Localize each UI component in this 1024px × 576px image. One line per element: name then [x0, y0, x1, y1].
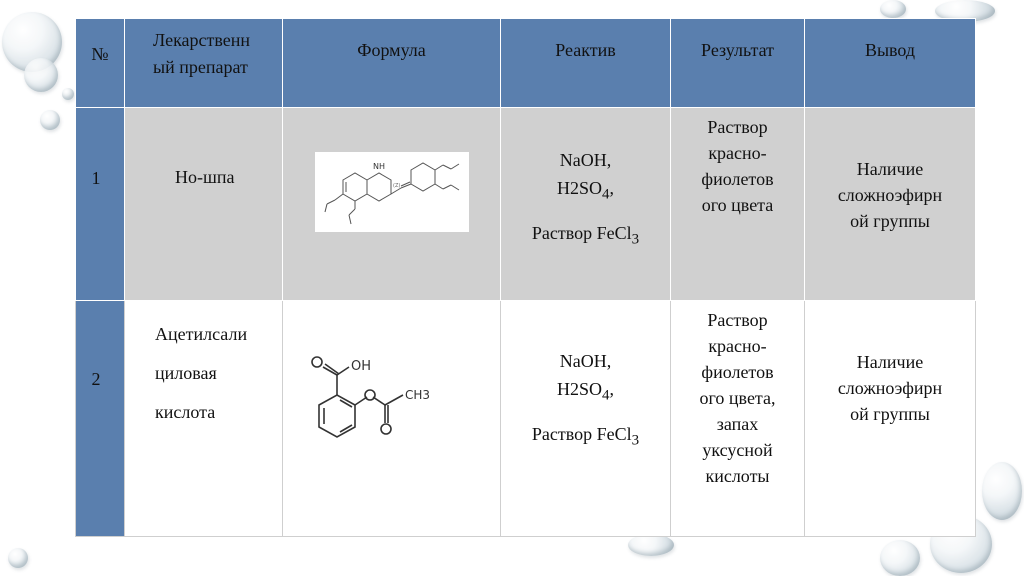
header-number: №: [76, 19, 125, 108]
oxygen-atom-icon: [312, 357, 322, 367]
header-drug: Лекарственн ый препарат: [125, 19, 283, 108]
water-drop-decoration: [880, 0, 906, 18]
header-formula: Формула: [283, 19, 501, 108]
conclusion-cell: Наличие сложноэфирн ой группы: [805, 108, 976, 301]
table-row: [76, 301, 976, 537]
result-cell: Раствор красно- фиолетов ого цвета, запах уксусной кислоты: [671, 301, 805, 537]
water-drop-decoration: [40, 110, 60, 130]
drug-name: Ацетилсали циловая кислота: [125, 301, 283, 537]
drug-name: Но-шпа: [125, 108, 283, 301]
water-drop-decoration: [628, 534, 674, 556]
drug-analysis-table: [75, 18, 976, 537]
header-reagent: Реактив: [501, 19, 671, 108]
drotaverine-structure-image: [315, 152, 469, 232]
water-drop-decoration: [8, 548, 28, 568]
row-number: 2: [76, 301, 125, 537]
formula-cell: [283, 301, 501, 537]
svg-text:CH3: CH3: [405, 388, 431, 402]
result-cell: Раствор красно- фиолетов ого цвета: [671, 108, 805, 301]
water-drop-decoration: [24, 58, 58, 92]
svg-text:NH: NH: [372, 162, 385, 171]
svg-text:OH: OH: [351, 359, 372, 374]
aspirin-structure-image: [293, 347, 443, 457]
water-drop-decoration: [62, 88, 74, 100]
row-number: 1: [76, 108, 125, 301]
header-result: Результат: [671, 19, 805, 108]
conclusion-cell: Наличие сложноэфирн ой группы: [805, 301, 976, 537]
table-header-row: [76, 19, 976, 108]
oxygen-atom-icon: [381, 424, 391, 434]
oxygen-atom-icon: [365, 390, 375, 400]
svg-text:(Z): (Z): [392, 183, 400, 189]
water-drop-decoration: [982, 462, 1022, 520]
reagent-cell: NaOH, $H2SO_4$, Раствор FeCl$_3$: [501, 301, 671, 537]
table-row: [76, 108, 976, 301]
water-drop-decoration: [880, 540, 920, 576]
reagent-cell: NaOH, $H2SO_4$, Раствор FeCl$_3$: [501, 108, 671, 301]
header-conclusion: Вывод: [805, 19, 976, 108]
formula-cell: [283, 108, 501, 301]
